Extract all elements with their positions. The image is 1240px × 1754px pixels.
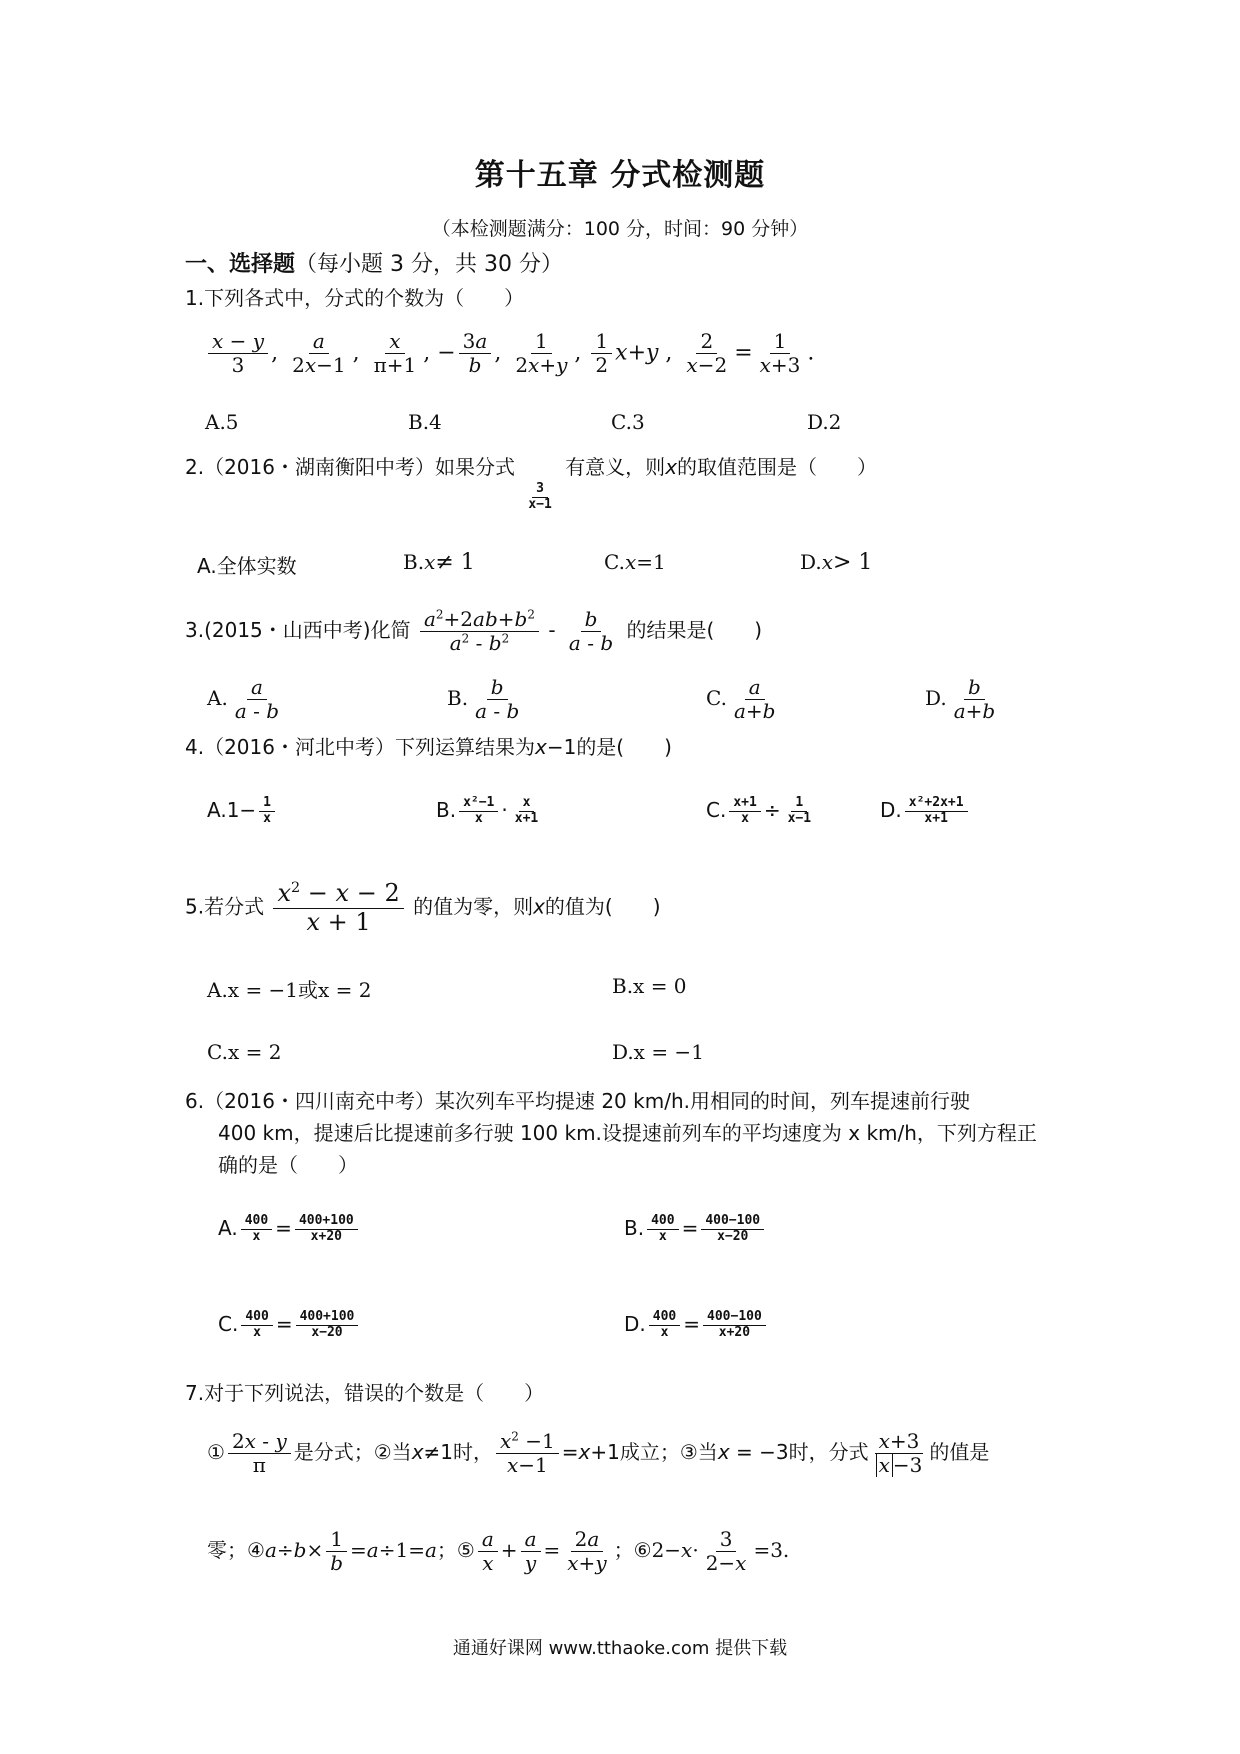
q4-stem: 4.（2016・河北中考）下列运算结果为x−1的是( ) [185, 735, 672, 759]
q2-option-b: B.x≠ 1 [403, 550, 475, 575]
q2-stem-post: 有意义，则 [565, 455, 666, 479]
q3-stem-pre: 3.(2015・山西中考)化简 [185, 618, 411, 642]
q7-stem: 7.对于下列说法，错误的个数是（ ） [185, 1381, 545, 1405]
q7-line-1: ① $\frac{2x - y}{\pi}$ 是分式；②当x≠1时， $\frac{x^2 -1}{x-1}$ =x+1成立；③当x = −3时，分式 $\frac{x+3}{x -3}$ 的值是 [207, 1429, 990, 1477]
q2-stem-pre: 2.（2016・湖南衡阳中考）如果分式 [185, 455, 515, 479]
q3-stem-post: 的结果是( ) [626, 618, 763, 642]
page-footer: 通通好课网 www.tthaoke.com 提供下载 [452, 1638, 788, 1659]
q7-line-2: 零；④a÷b× $\frac{1}{b}$ =a÷1=a；⑤ $\frac{a}{x}$ + $\frac{a}{y}$ = $\frac{2a}{x+y}$ ；⑥2−x· $\frac{3}{2-x}$ =3. [207, 1527, 790, 1575]
q3-stem: 3.(2015・山西中考)化简 $\frac{a^2+2ab+b^2}{a^2 - b^2}$ - $\frac{b}{a - b}$ 的结果是( ) [185, 607, 763, 655]
q2-option-a: A.全体实数 [197, 554, 297, 578]
q1-expressions: $\frac{x - y}{3}$ , $\frac{a}{2x-1}$ , $\frac{x}{\pi+1}$ , − $\frac{3a}{b}$ , $\frac{1}{2x+y}$ , $\frac{1}{2}$ x+y , $\frac{2}{x-2}$ = $\frac{1}{x+3}$ . [205, 330, 814, 377]
q5-option-c: C.x = 2 [207, 1040, 282, 1064]
q5-option-b: B.x = 0 [612, 974, 687, 998]
q1-stem: 1.下列各式中，分式的个数为（ ） [185, 286, 525, 310]
q1-option-d: D.2 [807, 410, 842, 434]
q6-line-1: 6.（2016・四川南充中考）某次列车平均提速 20 km/h.用相同的时间，列车提速前行驶 [185, 1089, 970, 1113]
q6-option-a: A. $\frac{400}{x}$ = $\frac{400+100}{x+20}$ [218, 1214, 361, 1245]
q6-option-c: C. $\frac{400}{x}$ = $\frac{400+100}{x-20}$ [218, 1310, 361, 1341]
q3-option-c: C. $\frac{a}{a+b}$ [706, 675, 776, 723]
section-heading [185, 247, 563, 278]
page-subtitle: （本检测题满分：100 分，时间：90 分钟） [431, 218, 809, 240]
q1-option-b: B.4 [408, 410, 442, 434]
q4-option-a: A.1− $\frac{1}{x}$ [207, 796, 278, 827]
q2-option-d: D.x> 1 [800, 550, 873, 575]
q1-option-a: A.5 [205, 410, 239, 434]
q6-line-3: 确的是（ ） [218, 1153, 358, 1177]
q1-option-c: C.3 [611, 410, 645, 434]
q3-option-a: A. $\frac{a}{a - b}$ [207, 675, 280, 723]
q5-option-a: A.x = −1或x = 2 [207, 978, 372, 1002]
q3-option-b: B. $\frac{b}{a - b}$ [447, 675, 520, 723]
q2-option-c: C.x=1 [604, 550, 666, 574]
q2-stem: 2.（2016・湖南衡阳中考）如果分式 $\frac{3}{x-1}$ 有意义，则x的取值范围是（ ） [185, 455, 878, 512]
q6-option-d: D. $\frac{400}{x}$ = $\frac{400-100}{x+20}$ [624, 1310, 769, 1341]
section-title: 一、选择题 [185, 252, 296, 277]
section-note: （每小题 3 分，共 30 分） [295, 252, 563, 277]
q6-option-b: B. $\frac{400}{x}$ = $\frac{400-100}{x-20}$ [624, 1214, 767, 1245]
q6-line-2: 400 km，提速后比提速前多行驶 100 km.设提速前列车的平均速度为 x km/h，下列方程正 [218, 1121, 1037, 1145]
q5-option-d: D.x = −1 [612, 1040, 704, 1064]
q4-option-d: D. $\frac{\text{x²+2x+1}}{x+1}$ [880, 796, 971, 827]
q3-option-d: D. $\frac{b}{a+b}$ [925, 675, 996, 723]
q5-stem: 5.若分式 $\frac{x^2 - x - 2}{x + 1}$ 的值为零，则x的值为( ) [185, 879, 661, 936]
page-title: 第十五章 分式检测题 [474, 158, 766, 193]
q4-option-b: B. $\frac{\text{x²−1}}{x}$ · $\frac{x}{x+1}$ [436, 795, 539, 826]
q4-option-c: C. $\frac{x+1}{x}$ ÷ $\frac{1}{x-1}$ [706, 795, 812, 826]
q2-stem-end: 的取值范围是（ ） [677, 455, 878, 479]
